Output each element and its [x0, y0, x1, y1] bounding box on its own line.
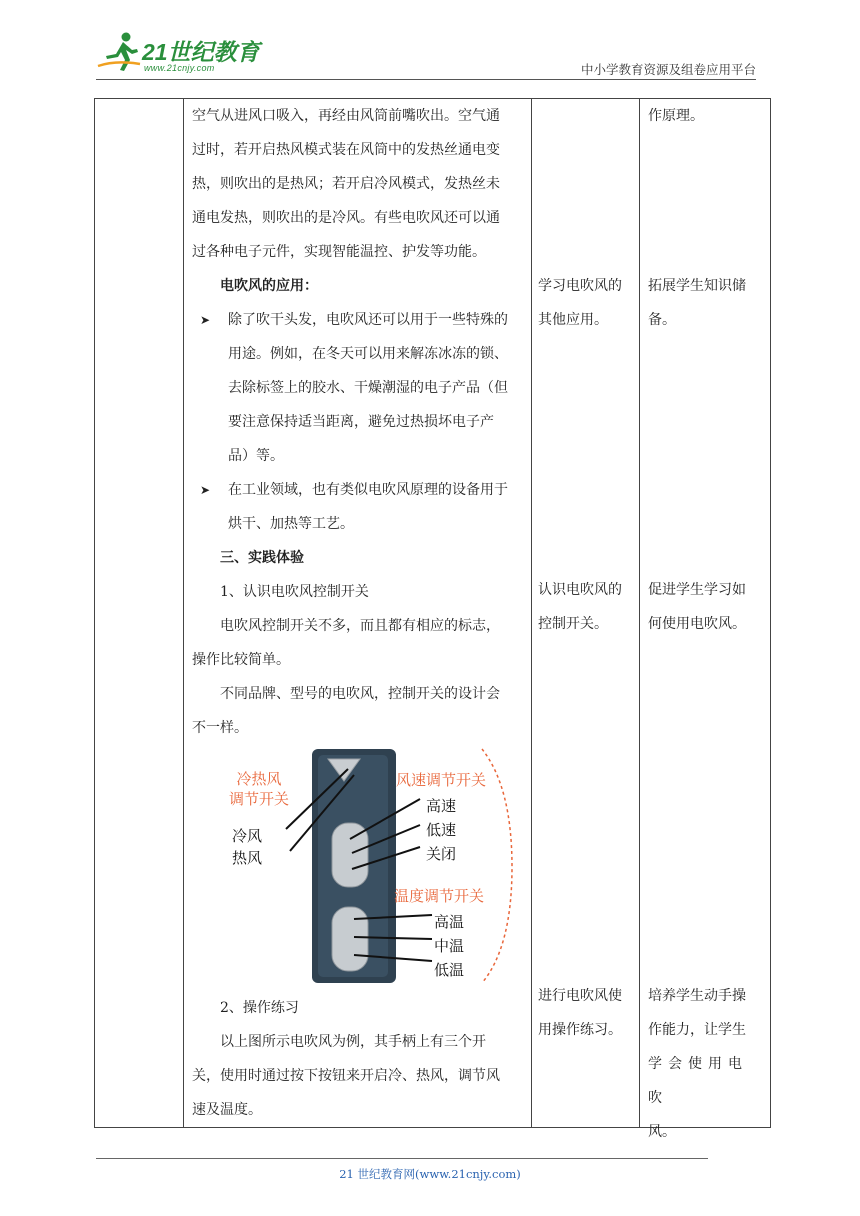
intent-principle: [648, 99, 704, 133]
bullet-line: 在工业领域，也有类似电吹风原理的设备用于: [228, 482, 508, 498]
intent-line: 备。: [648, 312, 676, 328]
footer-divider: [96, 1158, 708, 1159]
intent-line: 学会使用电吹: [648, 1056, 748, 1106]
bullet-line: 烘干、加热等工艺。: [228, 516, 354, 532]
lesson-table: [94, 98, 771, 1140]
low-temp-label: 低温: [434, 961, 465, 979]
logo-url: www.21cnjy.com: [144, 63, 215, 73]
student-line: 进行电吹风使: [538, 988, 622, 1004]
bullet-item: [192, 303, 521, 473]
footer-link[interactable]: 21 世纪教育网(www.21cnjy.com): [339, 1167, 521, 1181]
step2-line: 关，使用时通过按下按钮来开启冷、热风，调节风: [192, 1068, 500, 1084]
cold-air-label: 冷风: [232, 827, 263, 845]
logo-text: 21世纪教育: [142, 39, 260, 65]
page-header: [0, 0, 860, 90]
intent-knowledge: [648, 269, 746, 337]
bullet-line: 用途。例如，在冬天可以用来解冻冰冻的锁、: [228, 346, 508, 362]
content-cell: [184, 99, 532, 1128]
intent-hands-on: [648, 979, 762, 1149]
speed-switch-label: 风速调节开关: [396, 771, 487, 789]
intent-line: 风。: [648, 1124, 676, 1140]
intent-line: 拓展学生知识储: [648, 278, 746, 294]
cold-hot-switch-label-line: 调节开关: [228, 790, 289, 808]
student-activity-practice: [538, 979, 622, 1047]
intent-usage: [648, 573, 746, 641]
off-label: 关闭: [426, 845, 457, 863]
step1-line: 电吹风控制开关不多，而且都有相应的标志，: [220, 618, 500, 634]
low-speed-label: 低速: [426, 821, 457, 839]
intent-line: 作能力，让学生: [648, 1022, 746, 1038]
intro-line: 过时，若开启热风模式装在风筒中的发热丝通电变: [192, 142, 500, 158]
step1-title: 1、认识电吹风控制开关: [220, 584, 369, 600]
intro-line: 过各种电子元件，实现智能温控、护发等功能。: [192, 244, 486, 260]
student-line: 其他应用。: [538, 312, 608, 328]
bullet-line: 品）等。: [228, 448, 284, 464]
student-line: 用操作练习。: [538, 1022, 622, 1038]
temp-switch-label: 温度调节开关: [394, 887, 485, 905]
bullet-item: [192, 473, 521, 541]
stage-cell: [95, 99, 184, 1128]
bullet-arrow-icon: ➤: [200, 313, 211, 327]
student-activity-apply: [538, 269, 622, 337]
mid-temp-label: 中温: [434, 937, 465, 955]
intent-line: 何使用电吹风。: [648, 616, 746, 632]
step1-line: 不一样。: [192, 720, 248, 736]
logo: [96, 30, 266, 78]
student-activity-switch: [538, 573, 622, 641]
cold-hot-switch-label: [220, 769, 298, 809]
bullet-line: 除了吹干头发，电吹风还可以用于一些特殊的: [228, 312, 508, 328]
application-heading: 电吹风的应用：: [220, 278, 318, 294]
step1-line: 不同品牌、型号的电吹风，控制开关的设计会: [220, 686, 500, 702]
bullet-line: 要注意保持适当距离，避免过热损坏电子产: [228, 414, 494, 430]
student-line: 认识电吹风的: [538, 582, 622, 598]
intro-line: 热，则吹出的是热风；若开启冷风模式，发热丝未: [192, 176, 500, 192]
step2-title: 2、操作练习: [220, 1000, 299, 1016]
bullet-line: 去除标签上的胶水、干燥潮湿的电子产品（但: [228, 380, 508, 396]
hairdryer-switch-figure: [220, 747, 520, 987]
platform-name: 中小学教育资源及组卷应用平台: [580, 62, 756, 77]
high-temp-label: 高温: [434, 913, 465, 931]
intent-line: 作原理。: [648, 108, 704, 124]
student-line: 学习电吹风的: [538, 278, 622, 294]
student-activity-cell: [532, 99, 640, 1128]
student-line: 控制开关。: [538, 616, 608, 632]
design-intent-cell: [640, 99, 771, 1140]
bullet-arrow-icon: ➤: [200, 483, 211, 497]
intent-line: 培养学生动手操: [648, 988, 746, 1004]
step2-line: 速及温度。: [192, 1102, 262, 1118]
intro-line: 空气从进风口吸入，再经由风筒前嘴吹出。空气通: [192, 108, 500, 124]
step1-line: 操作比较简单。: [192, 652, 290, 668]
cold-hot-switch-label-line: 冷热风: [236, 770, 282, 788]
intent-line: 促进学生学习如: [648, 582, 746, 598]
section-heading: 三、实践体验: [220, 550, 304, 566]
intro-line: 通电发热，则吹出的是冷风。有些电吹风还可以通: [192, 210, 500, 226]
high-speed-label: 高速: [426, 797, 457, 815]
table-row: [95, 99, 771, 1128]
header-divider: [96, 79, 756, 80]
hot-air-label: 热风: [232, 849, 263, 867]
runner-logo-icon: [96, 30, 144, 74]
step2-line: 以上图所示电吹风为例，其手柄上有三个开: [220, 1034, 486, 1050]
